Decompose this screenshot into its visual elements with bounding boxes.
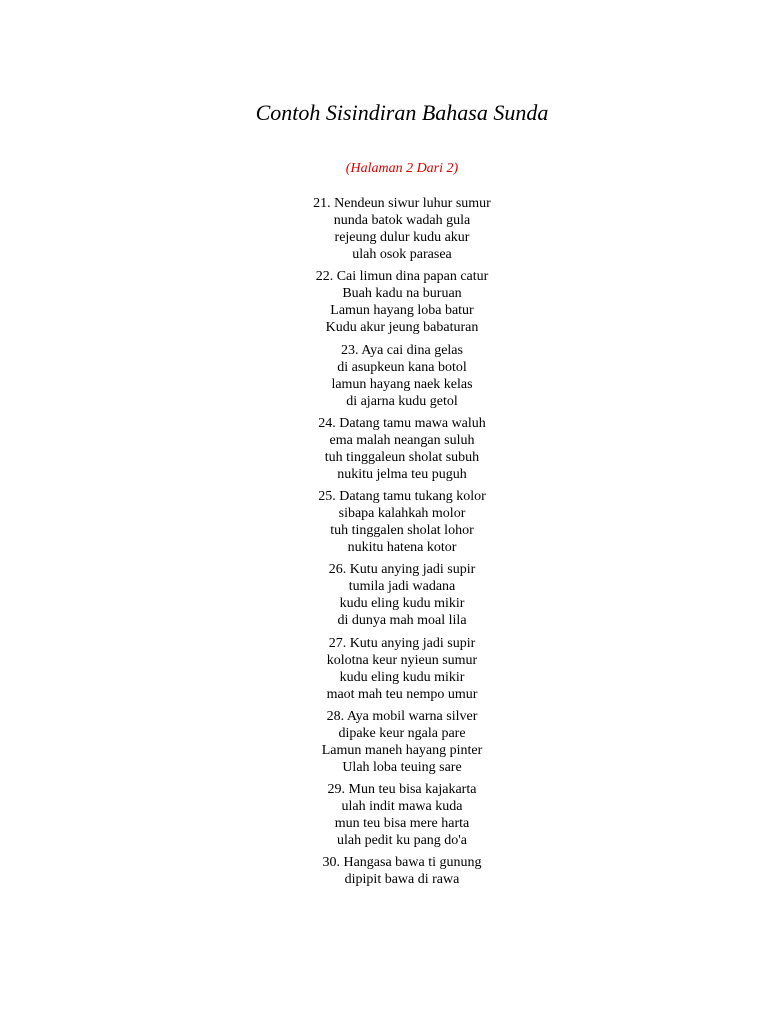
stanza-line: ulah osok parasea — [352, 247, 452, 262]
stanza-line: kolotna keur nyieun sumur — [326, 653, 478, 668]
stanza-line: Buah kadu na buruan — [342, 286, 462, 301]
stanza-25 — [0, 488, 768, 556]
stanza-line: kudu eling kudu mikir — [339, 596, 465, 611]
stanza-line: 24. Datang tamu mawa waluh — [318, 416, 486, 431]
stanza-line: ulah indit mawa kuda — [341, 799, 463, 814]
stanza-line: ulah pedit ku pang do'a — [336, 833, 468, 848]
stanza-line: tumila jadi wadana — [348, 579, 456, 594]
stanza-30 — [0, 854, 768, 888]
stanza-line: lamun hayang naek kelas — [331, 377, 473, 392]
document-title: Contoh Sisindiran Bahasa Sunda — [255, 100, 549, 125]
stanza-line: mun teu bisa mere harta — [334, 816, 470, 831]
stanza-22 — [0, 268, 768, 336]
stanza-line: maot mah teu nempo umur — [326, 687, 478, 702]
stanza-line: sibapa kalahkah molor — [338, 506, 466, 521]
stanza-line: di dunya mah moal lila — [337, 613, 467, 628]
stanza-line: Lamun hayang loba batur — [330, 303, 474, 318]
stanza-line: Lamun maneh hayang pinter — [321, 743, 483, 758]
page-indicator: (Halaman 2 Dari 2) — [345, 161, 459, 176]
stanza-line: 27. Kutu anying jadi supir — [328, 636, 476, 651]
stanza-line: tuh tinggalen sholat lohor — [330, 523, 474, 538]
stanza-line: dipipit bawa di rawa — [344, 872, 460, 887]
stanza-23 — [0, 342, 768, 410]
stanza-line: kudu eling kudu mikir — [339, 670, 465, 685]
stanza-29 — [0, 781, 768, 849]
stanza-line: 22. Cai limun dina papan catur — [315, 269, 489, 284]
stanza-line: nunda batok wadah gula — [333, 213, 471, 228]
stanza-27 — [0, 635, 768, 703]
stanza-26 — [0, 561, 768, 629]
stanza-line: 29. Mun teu bisa kajakarta — [327, 782, 477, 797]
stanza-line: tuh tinggaleun sholat subuh — [324, 450, 480, 465]
stanza-line: Kudu akur jeung babaturan — [325, 320, 479, 335]
stanza-21 — [0, 195, 768, 263]
stanza-line: nukitu hatena kotor — [347, 540, 457, 555]
stanza-line: 30. Hangasa bawa ti gunung — [322, 855, 482, 870]
stanza-line: 25. Datang tamu tukang kolor — [318, 489, 486, 504]
stanza-line: Ulah loba teuing sare — [342, 760, 462, 775]
stanza-line: nukitu jelma teu puguh — [337, 467, 467, 482]
stanza-24 — [0, 415, 768, 483]
stanza-line: rejeung dulur kudu akur — [334, 230, 470, 245]
stanza-line: di asupkeun kana botol — [337, 360, 467, 375]
stanza-28 — [0, 708, 768, 776]
stanza-line: dipake keur ngala pare — [338, 726, 466, 741]
stanza-line: 21. Nendeun siwur luhur sumur — [313, 196, 491, 211]
stanza-line: 28. Aya mobil warna silver — [326, 709, 478, 724]
stanza-line: 26. Kutu anying jadi supir — [328, 562, 476, 577]
stanza-line: di ajarna kudu getol — [346, 394, 458, 409]
stanza-line: 23. Aya cai dina gelas — [341, 343, 463, 358]
stanza-line: ema malah neangan suluh — [329, 433, 475, 448]
